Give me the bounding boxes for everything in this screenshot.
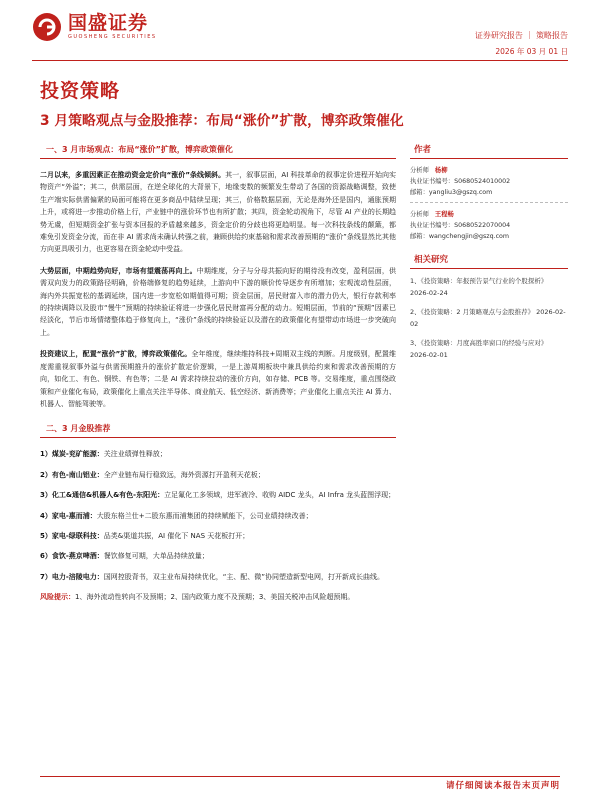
report-category-title: 投资策略 xyxy=(40,80,121,102)
report-subtitle: 3 月策略观点与金股推荐：布局“涨价”扩散，博弈政策催化 xyxy=(40,113,404,129)
paragraph-body: 中期维度，分子与分母共振向好的期待没有改变，盈利层面，供需双向发力的政策路径明确，价格端修复的趋势延续，上游向中下游的顺价传导逐步有所增加；宏观流动性层面，海内外共振宽松的基调延续，国内进一步宽松如期值得可期；资金层面，居民财富入市的潜力仍大，银行存款利率的持续调降以及股市“慢牛”预期的持续验证将进一步强化居民财富再分配的动力。短期层面，节前的“预期”因素已经淡化，节后市场情绪整体趋于修复向上，“涨价”条线的持续验证以及潜在的政策催化有望带动市场进一步突破向上。 xyxy=(40,266,397,337)
author-email[interactable]: 邮箱：yangliu3@gszq.com xyxy=(410,189,493,196)
logo-english: GUOSHENG SECURITIES xyxy=(68,34,157,40)
section-heading-market-view: 一、3 月市场观点：布局“涨价”扩散，博弈政策催化 xyxy=(40,140,396,159)
author-role: 分析师 xyxy=(410,167,429,174)
logo-name: 国盛证券 xyxy=(68,12,149,34)
author-role-line xyxy=(410,165,568,176)
risk-warning xyxy=(40,591,396,603)
author-block xyxy=(410,165,568,198)
logo-mark-icon xyxy=(32,12,62,42)
footer-divider xyxy=(40,776,560,777)
risk-text: 1、海外流动性转向不及预期；2、国内政策力度不及预期；3、美国关税冲击风险超预期。 xyxy=(75,593,355,602)
author-name: 杨柳 xyxy=(434,167,448,174)
section-heading-stock-picks: 二、3 月金股推荐 xyxy=(40,419,396,438)
author-role-line xyxy=(410,209,568,220)
related-report-link[interactable]: 3、《投资策略：月度高胜率窗口的经验与应对》 2026-02-01 xyxy=(410,338,548,360)
paragraph-drivers xyxy=(40,169,396,256)
stock-pick-name: 7）电力-涪陵电力： xyxy=(40,572,104,581)
sidebar xyxy=(410,140,568,367)
related-report-link[interactable]: 1、《投资策略：年报预告景气行业的个股探析》 2026-02-24 xyxy=(410,277,548,298)
related-research-heading: 相关研究 xyxy=(410,250,568,269)
author-cert: 执业证书编号：S0680522070004 xyxy=(410,222,511,229)
stock-pick-name: 1）煤炭-兖矿能源： xyxy=(40,450,104,459)
stock-pick-item xyxy=(40,510,396,522)
paragraph-lead: 二月以来，多重因素正在推动资金定价向“涨价”条线倾斜。 xyxy=(40,171,226,179)
stock-pick-desc: 国网控股背书，双主业布局持续优化，“主、配、微”协同塑造新型电网，打开新成长曲线。 xyxy=(103,572,385,581)
company-logo xyxy=(32,12,157,42)
stock-pick-item xyxy=(40,550,396,562)
stock-pick-desc: 全产业链布局行稳致远，海外资源打开盈利天花板； xyxy=(103,470,265,479)
stock-pick-item xyxy=(40,530,396,542)
stock-pick-desc: 大股东格兰仕+二股东惠而浦集团的持续赋能下，公司业绩持续改善； xyxy=(96,511,313,520)
paragraph-trend xyxy=(40,265,396,339)
stock-pick-desc: 餐饮修复可期，大单品持续放量； xyxy=(103,552,209,561)
footer-disclaimer: 请仔细阅读本报告末页声明 xyxy=(445,781,560,791)
stock-pick-item xyxy=(40,489,396,501)
authors-heading: 作者 xyxy=(410,140,568,159)
paragraph-lead: 大势层面，中期趋势向好，市场有望震荡再向上。 xyxy=(40,266,197,275)
stock-pick-item xyxy=(40,571,396,583)
paragraph-lead: 投资建议上，配置“涨价”扩散，博弈政策催化。 xyxy=(40,350,192,359)
paragraph-body: 其一，叙事层面，AI 科技革命的叙事定价进程开始向实物资产“外溢”；其二，供需层面，在逆全球化的大背景下，地缘变数的频繁发生带动了各国的资源战略调整，致使生产端实际供需偏紧的局面可能将在更多商品中陆续呈现；其三，价格数据层面，无论是海外还是国内，通胀预期上升，或将进一步推动价格上行，产业链中的涨价环节也有所扩散；其四，资金轮动视角下，尽管 AI 产业的长期趋势无虞，但短期资金扩张与资本回报的矛盾越来越多，资金定价的分歧也将更趋明显。每一次科技条线的颠簸，都难免引发资金分流，而在非 AI 需求尚未确认转强之前，兼顾供给约束基础和需求改善预期的“涨价”条线显然比其他方向更具吸引力，也更容易在资金轮动中受益。 xyxy=(40,171,397,254)
stock-pick-desc: 品类&渠道共振，AI 催化下 NAS 天花板打开； xyxy=(103,531,250,540)
stock-pick-name: 6）食饮-燕京啤酒： xyxy=(40,552,104,561)
author-divider xyxy=(410,202,568,203)
report-type: 证券研究报告 ｜ 策略报告 xyxy=(474,31,568,40)
author-email[interactable]: 邮箱：wangchengjin@gszq.com xyxy=(410,233,510,240)
stock-pick-name: 3）化工&通信&机器人&有色-东阳光： xyxy=(40,491,165,500)
stock-pick-desc: 关注业绩弹性释放； xyxy=(103,450,167,459)
risk-label: 风险提示： xyxy=(40,593,75,602)
stock-pick-item xyxy=(40,448,396,460)
header-divider xyxy=(32,60,568,61)
author-block xyxy=(410,209,568,242)
stock-pick-name: 5）家电-绿联科技： xyxy=(40,531,104,540)
author-name: 王程畅 xyxy=(434,211,454,218)
stock-pick-name: 2）有色-南山铝业： xyxy=(40,470,104,479)
paragraph-body: 全年维度，继续维持科技+周期双主线的判断。月度级别，配置维度需重视叙事外溢与供需预期推升的涨价扩散定价逻辑，一是上游周期板块中兼具供给约束和需求改善预期的方向，如化工、有色、钢铁、有色等；二是 AI 需求持续拉动的涨价方向，如存储、PCB 等。交易维度，重点围绕政策和产业催化布局，政策催化上重点关注半导体、商业航天、低空经济、新消费等；产业催化上重点关注 AI 算力、机器人、智能驾驶等。 xyxy=(40,350,396,408)
paragraph-advice xyxy=(40,348,396,410)
stock-pick-item xyxy=(40,469,396,481)
author-role: 分析师 xyxy=(410,211,429,218)
author-cert: 执业证书编号：S0680524010002 xyxy=(410,178,511,185)
stock-pick-desc: 立足氟化工多领域，进军液冷、收购 AIDC 龙头，AI Infra 龙头蓝图浮现； xyxy=(164,491,396,500)
stock-pick-name: 4）家电-惠而浦： xyxy=(40,511,97,520)
main-content xyxy=(40,140,396,604)
related-report-link[interactable]: 2、《投资策略：2 月策略观点与金股推荐》 2026-02-02 xyxy=(410,307,566,329)
report-date: 2026 年 03 月 01 日 xyxy=(495,47,568,56)
